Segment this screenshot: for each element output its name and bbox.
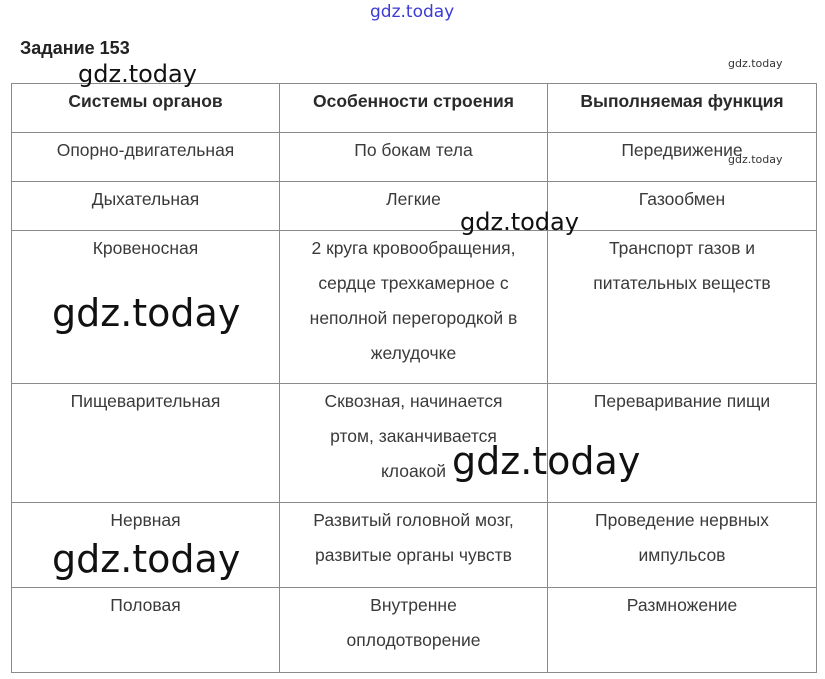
header-structure: Особенности строения — [280, 84, 548, 133]
cell-function: Проведение нервных импульсов — [548, 503, 817, 588]
cell-system: Половая — [12, 588, 280, 673]
cell-structure: Развитый головной мозг, развитые органы чувств — [280, 503, 548, 588]
cell-structure: Внутренне оплодотворение — [280, 588, 548, 673]
cell-structure: Легкие — [280, 182, 548, 231]
cell-system: Дыхательная — [12, 182, 280, 231]
cell-function: Переваривание пищи — [548, 384, 817, 503]
task-title: Задание 153 — [20, 38, 130, 58]
cell-structure: Сквозная, начинается ртом, заканчивается клоакой — [280, 384, 548, 503]
header-function: Выполняемая функция — [548, 84, 817, 133]
table-row — [12, 384, 817, 503]
organ-systems-table — [11, 83, 817, 673]
watermark-title-area: gdz.today — [78, 60, 197, 88]
header-systems: Системы органов — [12, 84, 280, 133]
cell-function: Передвижение — [548, 133, 817, 182]
cell-function: Транспорт газов и питательных веществ — [548, 231, 817, 384]
cell-function: Газообмен — [548, 182, 817, 231]
watermark-row3-left: gdz.today — [52, 291, 241, 335]
table-header-row — [12, 84, 817, 133]
watermark-row4-center: gdz.today — [452, 439, 641, 483]
table-row — [12, 588, 817, 673]
watermark-top-right: gdz.today — [728, 57, 783, 70]
watermark-top: gdz.today — [370, 2, 455, 22]
table-row — [12, 182, 817, 231]
cell-structure: По бокам тела — [280, 133, 548, 182]
cell-structure: 2 круга кровообращения, сердце трехкамерное с неполной перегородкой в желудочке — [280, 231, 548, 384]
cell-system: Нервная — [12, 503, 280, 588]
table-row — [12, 133, 817, 182]
cell-system: Кровеносная — [12, 231, 280, 384]
watermark-row5-left: gdz.today — [52, 537, 241, 581]
cell-function: Размножение — [548, 588, 817, 673]
watermark-row1-right: gdz.today — [728, 153, 783, 166]
watermark-row2-center: gdz.today — [460, 208, 579, 236]
cell-system: Опорно-двигательная — [12, 133, 280, 182]
cell-system: Пищеварительная — [12, 384, 280, 503]
